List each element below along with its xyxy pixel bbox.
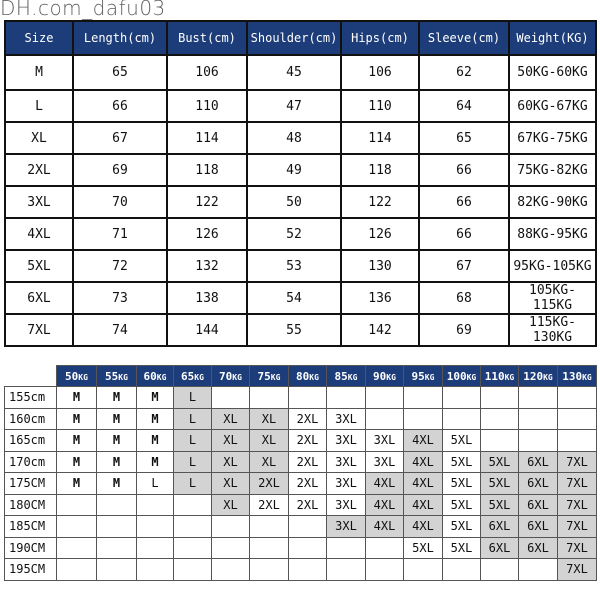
size-recommendation-cell: XL bbox=[212, 430, 250, 452]
measurement-cell: 114 bbox=[341, 122, 419, 154]
size-recommendation-cell bbox=[519, 387, 558, 409]
size-chart-header-row bbox=[5, 21, 596, 55]
size-recommendation-cell bbox=[137, 516, 174, 538]
measurement-cell: 110 bbox=[341, 90, 419, 122]
size-recommendation-cell bbox=[212, 387, 250, 409]
size-recommendation-cell: L bbox=[174, 473, 212, 495]
size-recommendation-cell: 6XL bbox=[519, 494, 558, 516]
size-recommendation-cell: 2XL bbox=[289, 430, 327, 452]
measurement-cell: 65 bbox=[73, 55, 167, 90]
size-recommendation-cell: M bbox=[57, 387, 97, 409]
size-recommendation-cell: 5XL bbox=[481, 473, 519, 495]
measurement-cell: 106 bbox=[167, 55, 247, 90]
size-recommendation-cell: M bbox=[97, 473, 137, 495]
weight-column-header bbox=[212, 366, 250, 387]
size-recommendation-cell: 6XL bbox=[481, 516, 519, 538]
size-recommendation-cell bbox=[250, 387, 289, 409]
size-recommendation-cell: L bbox=[174, 430, 212, 452]
size-recommendation-cell: 4XL bbox=[366, 473, 404, 495]
weight-column-header bbox=[137, 366, 174, 387]
size-label-cell: L bbox=[5, 90, 73, 122]
size-recommendation-cell: M bbox=[97, 408, 137, 430]
measurement-cell: 50KG-60KG bbox=[509, 55, 596, 90]
size-recommendation-cell: 4XL bbox=[404, 473, 443, 495]
measurement-cell: 49 bbox=[247, 154, 341, 186]
size-recommendation-cell: 3XL bbox=[327, 408, 366, 430]
size-recommendation-cell bbox=[174, 516, 212, 538]
size-recommendation-cell bbox=[174, 559, 212, 581]
watermark: DH.com_dafu03 bbox=[0, 0, 166, 20]
size-recommendation-cell bbox=[97, 494, 137, 516]
size-recommendation-cell bbox=[137, 537, 174, 559]
size-recommendation-cell: 2XL bbox=[289, 473, 327, 495]
size-chart-column-header: Hips(cm) bbox=[341, 21, 419, 55]
measurement-cell: 130 bbox=[341, 250, 419, 282]
measurement-cell: 66 bbox=[419, 154, 509, 186]
size-recommendation-cell bbox=[57, 494, 97, 516]
size-chart-column-header: Size bbox=[5, 21, 73, 55]
size-recommendation-cell: XL bbox=[212, 451, 250, 473]
size-recommendation-cell: L bbox=[174, 387, 212, 409]
weight-column-header bbox=[481, 366, 519, 387]
size-recommendation-cell: L bbox=[137, 473, 174, 495]
measurement-cell: 105KG-115KG bbox=[509, 282, 596, 314]
size-recommendation-cell bbox=[57, 537, 97, 559]
size-recommendation-cell: 4XL bbox=[366, 494, 404, 516]
size-recommendation-cell bbox=[481, 387, 519, 409]
measurement-cell: 60KG-67KG bbox=[509, 90, 596, 122]
size-recommendation-cell: 3XL bbox=[327, 473, 366, 495]
weight-value: 85 bbox=[334, 369, 348, 383]
weight-unit: KG bbox=[270, 372, 281, 382]
size-recommendation-cell bbox=[404, 559, 443, 581]
height-label-cell: 195CM bbox=[5, 559, 57, 581]
size-recommendation-cell bbox=[327, 559, 366, 581]
measurement-cell: 118 bbox=[167, 154, 247, 186]
size-recommendation-cell: L bbox=[174, 408, 212, 430]
weight-column-header bbox=[404, 366, 443, 387]
size-chart-table bbox=[4, 20, 597, 347]
table-row bbox=[5, 218, 596, 250]
weight-unit: KG bbox=[232, 372, 242, 382]
size-recommendation-cell bbox=[481, 408, 519, 430]
table-row bbox=[5, 186, 596, 218]
size-recommendation-cell: 3XL bbox=[327, 430, 366, 452]
size-chart-column-header: Bust(cm) bbox=[167, 21, 247, 55]
measurement-cell: 53 bbox=[247, 250, 341, 282]
weight-value: 100 bbox=[446, 369, 467, 383]
weight-unit: KG bbox=[582, 372, 592, 382]
measurement-cell: 126 bbox=[341, 218, 419, 250]
size-recommendation-cell: 4XL bbox=[404, 516, 443, 538]
size-recommendation-cell: 7XL bbox=[558, 494, 597, 516]
size-chart-column-header: Sleeve(cm) bbox=[419, 21, 509, 55]
measurement-cell: 65 bbox=[419, 122, 509, 154]
table-row bbox=[5, 55, 596, 90]
table-row bbox=[5, 537, 597, 559]
size-label-cell: 7XL bbox=[5, 314, 73, 346]
weight-unit: KG bbox=[347, 372, 358, 382]
size-recommendation-cell: M bbox=[57, 430, 97, 452]
size-recommendation-cell: 7XL bbox=[558, 451, 597, 473]
table-row bbox=[5, 494, 597, 516]
weight-value: 55 bbox=[105, 369, 119, 383]
weight-column-header bbox=[366, 366, 404, 387]
size-recommendation-cell bbox=[366, 537, 404, 559]
weight-column-header bbox=[443, 366, 481, 387]
table-row bbox=[5, 408, 597, 430]
size-recommendation-cell: 5XL bbox=[443, 473, 481, 495]
size-recommendation-cell bbox=[289, 516, 327, 538]
measurement-cell: 66 bbox=[419, 186, 509, 218]
height-label-cell: 185CM bbox=[5, 516, 57, 538]
size-recommendation-cell bbox=[327, 537, 366, 559]
size-recommendation-cell bbox=[404, 387, 443, 409]
size-recommendation-cell bbox=[137, 559, 174, 581]
size-recommendation-cell bbox=[212, 516, 250, 538]
size-recommendation-cell: 6XL bbox=[519, 451, 558, 473]
measurement-cell: 82KG-90KG bbox=[509, 186, 596, 218]
measurement-cell: 72 bbox=[73, 250, 167, 282]
size-recommendation-cell: M bbox=[137, 408, 174, 430]
size-recommendation-cell bbox=[519, 408, 558, 430]
weight-unit: KG bbox=[156, 372, 167, 382]
weight-unit: KG bbox=[424, 372, 435, 382]
size-label-cell: M bbox=[5, 55, 73, 90]
weight-value: 65 bbox=[181, 369, 195, 383]
size-recommendation-cell bbox=[443, 387, 481, 409]
size-recommendation-cell bbox=[366, 559, 404, 581]
size-recommendation-cell bbox=[481, 559, 519, 581]
size-recommendation-cell: 6XL bbox=[519, 473, 558, 495]
measurement-cell: 66 bbox=[73, 90, 167, 122]
size-recommendation-cell: M bbox=[137, 430, 174, 452]
measurement-cell: 71 bbox=[73, 218, 167, 250]
measurement-cell: 142 bbox=[341, 314, 419, 346]
size-recommendation-cell: 5XL bbox=[443, 537, 481, 559]
size-recommendation-cell bbox=[327, 387, 366, 409]
size-recommendation-cell: M bbox=[137, 387, 174, 409]
size-recommendation-cell: 5XL bbox=[443, 430, 481, 452]
table-row bbox=[5, 473, 597, 495]
size-recommendation-cell: 3XL bbox=[327, 451, 366, 473]
size-recommendation-cell bbox=[558, 408, 597, 430]
weight-value: 70 bbox=[219, 369, 233, 383]
table-row bbox=[5, 154, 596, 186]
size-recommendation-cell: XL bbox=[250, 430, 289, 452]
size-label-cell: 6XL bbox=[5, 282, 73, 314]
measurement-cell: 126 bbox=[167, 218, 247, 250]
size-recommendation-cell: 7XL bbox=[558, 559, 597, 581]
measurement-cell: 67 bbox=[73, 122, 167, 154]
size-recommendation-cell: 6XL bbox=[519, 516, 558, 538]
weight-column-header bbox=[519, 366, 558, 387]
size-recommendation-cell: 6XL bbox=[481, 537, 519, 559]
height-label-cell: 165cm bbox=[5, 430, 57, 452]
size-recommendation-cell: 7XL bbox=[558, 537, 597, 559]
size-recommendation-cell: 7XL bbox=[558, 516, 597, 538]
weight-column-header bbox=[327, 366, 366, 387]
size-recommendation-cell: 5XL bbox=[481, 451, 519, 473]
size-chart-column-header: Weight(KG) bbox=[509, 21, 596, 55]
weight-unit: KG bbox=[309, 372, 319, 382]
measurement-cell: 122 bbox=[167, 186, 247, 218]
size-recommendation-cell: 5XL bbox=[443, 451, 481, 473]
size-recommendation-cell: 4XL bbox=[404, 451, 443, 473]
measurement-cell: 132 bbox=[167, 250, 247, 282]
size-recommendation-cell bbox=[558, 387, 597, 409]
measurement-cell: 106 bbox=[341, 55, 419, 90]
measurement-cell: 115KG-130KG bbox=[509, 314, 596, 346]
measurement-cell: 114 bbox=[167, 122, 247, 154]
size-recommendation-cell bbox=[250, 537, 289, 559]
size-recommendation-cell: M bbox=[97, 451, 137, 473]
measurement-cell: 48 bbox=[247, 122, 341, 154]
measurement-cell: 68 bbox=[419, 282, 509, 314]
size-recommendation-cell: L bbox=[174, 451, 212, 473]
table-row bbox=[5, 282, 596, 314]
weight-unit: KG bbox=[194, 372, 204, 382]
size-recommendation-cell bbox=[289, 537, 327, 559]
measurement-cell: 69 bbox=[73, 154, 167, 186]
weight-column-header bbox=[174, 366, 212, 387]
table-row bbox=[5, 430, 597, 452]
weight-unit: KG bbox=[78, 372, 88, 382]
measurement-cell: 74 bbox=[73, 314, 167, 346]
measurement-cell: 136 bbox=[341, 282, 419, 314]
measurement-cell: 122 bbox=[341, 186, 419, 218]
height-label-cell: 155cm bbox=[5, 387, 57, 409]
size-recommendation-cell bbox=[366, 387, 404, 409]
size-recommendation-cell bbox=[481, 430, 519, 452]
weight-unit: KG bbox=[504, 372, 515, 382]
size-recommendation-cell bbox=[97, 559, 137, 581]
height-label-cell: 190CM bbox=[5, 537, 57, 559]
measurement-cell: 110 bbox=[167, 90, 247, 122]
size-recommendation-cell bbox=[97, 516, 137, 538]
weight-value: 90 bbox=[373, 369, 387, 383]
weight-column-header bbox=[250, 366, 289, 387]
table-row bbox=[5, 387, 597, 409]
size-recommendation-cell: 2XL bbox=[289, 494, 327, 516]
size-recommendation-cell: 3XL bbox=[327, 494, 366, 516]
size-recommendation-cell: 5XL bbox=[404, 537, 443, 559]
size-recommendation-cell bbox=[212, 559, 250, 581]
size-recommendation-cell bbox=[97, 537, 137, 559]
weight-column-header bbox=[97, 366, 137, 387]
size-recommendation-cell bbox=[289, 559, 327, 581]
measurement-cell: 67KG-75KG bbox=[509, 122, 596, 154]
size-recommendation-cell: 5XL bbox=[443, 494, 481, 516]
measurement-cell: 62 bbox=[419, 55, 509, 90]
weight-column-header bbox=[289, 366, 327, 387]
size-recommendation-cell: XL bbox=[250, 451, 289, 473]
weight-value: 120 bbox=[523, 369, 544, 383]
weight-value: 95 bbox=[411, 369, 425, 383]
size-recommendation-cell bbox=[519, 430, 558, 452]
weight-value: 60 bbox=[143, 369, 157, 383]
size-recommendation-cell bbox=[404, 408, 443, 430]
size-recommendation-cell: 2XL bbox=[289, 451, 327, 473]
measurement-cell: 73 bbox=[73, 282, 167, 314]
size-recommendation-cell: M bbox=[57, 408, 97, 430]
table-row bbox=[5, 314, 596, 346]
table-row bbox=[5, 516, 597, 538]
measurement-cell: 69 bbox=[419, 314, 509, 346]
weight-value: 75 bbox=[257, 369, 271, 383]
size-label-cell: 3XL bbox=[5, 186, 73, 218]
weight-header-row bbox=[5, 366, 597, 387]
size-recommendation-cell bbox=[212, 537, 250, 559]
size-recommendation-cell: 4XL bbox=[404, 430, 443, 452]
size-recommendation-cell: 3XL bbox=[327, 516, 366, 538]
measurement-cell: 64 bbox=[419, 90, 509, 122]
measurement-cell: 118 bbox=[341, 154, 419, 186]
size-recommendation-cell: 3XL bbox=[366, 430, 404, 452]
size-recommendation-cell: M bbox=[57, 451, 97, 473]
size-recommendation-cell bbox=[250, 559, 289, 581]
size-chart-column-header: Length(cm) bbox=[73, 21, 167, 55]
measurement-cell: 55 bbox=[247, 314, 341, 346]
measurement-cell: 66 bbox=[419, 218, 509, 250]
table-row bbox=[5, 122, 596, 154]
size-recommendation-cell bbox=[137, 494, 174, 516]
height-label-cell: 170cm bbox=[5, 451, 57, 473]
size-recommendation-cell: 4XL bbox=[366, 516, 404, 538]
measurement-cell: 45 bbox=[247, 55, 341, 90]
weight-value: 80 bbox=[296, 369, 310, 383]
size-recommendation-cell bbox=[250, 516, 289, 538]
size-recommendation-cell: 2XL bbox=[250, 473, 289, 495]
height-label-cell: 160cm bbox=[5, 408, 57, 430]
measurement-cell: 144 bbox=[167, 314, 247, 346]
size-recommendation-cell: 5XL bbox=[481, 494, 519, 516]
size-chart-column-header: Shoulder(cm) bbox=[247, 21, 341, 55]
weight-unit: KG bbox=[386, 372, 396, 382]
table-row bbox=[5, 250, 596, 282]
measurement-cell: 95KG-105KG bbox=[509, 250, 596, 282]
size-recommendation-cell bbox=[366, 408, 404, 430]
measurement-cell: 52 bbox=[247, 218, 341, 250]
size-recommendation-cell: XL bbox=[212, 494, 250, 516]
size-recommendation-cell: M bbox=[57, 473, 97, 495]
size-recommendation-cell: XL bbox=[212, 408, 250, 430]
size-recommendation-cell: 4XL bbox=[404, 494, 443, 516]
size-recommendation-cell bbox=[519, 559, 558, 581]
weight-unit: KG bbox=[118, 372, 128, 382]
height-label-cell: 175CM bbox=[5, 473, 57, 495]
measurement-cell: 138 bbox=[167, 282, 247, 314]
weight-value: 130 bbox=[562, 369, 583, 383]
table-row bbox=[5, 451, 597, 473]
size-recommendation-cell: 2XL bbox=[250, 494, 289, 516]
measurement-cell: 50 bbox=[247, 186, 341, 218]
size-recommendation-cell bbox=[443, 408, 481, 430]
size-recommendation-cell bbox=[174, 494, 212, 516]
size-recommendation-cell bbox=[443, 559, 481, 581]
weight-value: 110 bbox=[484, 369, 505, 383]
size-label-cell: 5XL bbox=[5, 250, 73, 282]
size-label-cell: 2XL bbox=[5, 154, 73, 186]
size-recommendation-cell: XL bbox=[212, 473, 250, 495]
weight-column-header bbox=[57, 366, 97, 387]
size-recommendation-cell: 3XL bbox=[366, 451, 404, 473]
measurement-cell: 54 bbox=[247, 282, 341, 314]
weight-height-size-table bbox=[4, 365, 597, 581]
measurement-cell: 75KG-82KG bbox=[509, 154, 596, 186]
size-recommendation-cell: 6XL bbox=[519, 537, 558, 559]
size-recommendation-cell bbox=[289, 387, 327, 409]
measurement-cell: 70 bbox=[73, 186, 167, 218]
measurement-cell: 47 bbox=[247, 90, 341, 122]
size-recommendation-cell bbox=[57, 516, 97, 538]
height-label-cell: 180CM bbox=[5, 494, 57, 516]
size-recommendation-cell: 2XL bbox=[289, 408, 327, 430]
size-recommendation-cell bbox=[558, 430, 597, 452]
weight-unit: KG bbox=[466, 372, 477, 382]
size-recommendation-cell: M bbox=[97, 387, 137, 409]
size-label-cell: 4XL bbox=[5, 218, 73, 250]
size-recommendation-cell: M bbox=[97, 430, 137, 452]
size-label-cell: XL bbox=[5, 122, 73, 154]
size-recommendation-cell: M bbox=[137, 451, 174, 473]
size-recommendation-cell bbox=[57, 559, 97, 581]
weight-unit: KG bbox=[543, 372, 553, 382]
measurement-cell: 88KG-95KG bbox=[509, 218, 596, 250]
table-row bbox=[5, 90, 596, 122]
size-recommendation-cell: 7XL bbox=[558, 473, 597, 495]
weight-value: 50 bbox=[65, 369, 79, 383]
measurement-cell: 67 bbox=[419, 250, 509, 282]
weight-column-header bbox=[558, 366, 597, 387]
size-recommendation-cell: 5XL bbox=[443, 516, 481, 538]
size-recommendation-cell bbox=[174, 537, 212, 559]
corner-cell bbox=[5, 366, 57, 387]
table-row bbox=[5, 559, 597, 581]
size-recommendation-cell: XL bbox=[250, 408, 289, 430]
